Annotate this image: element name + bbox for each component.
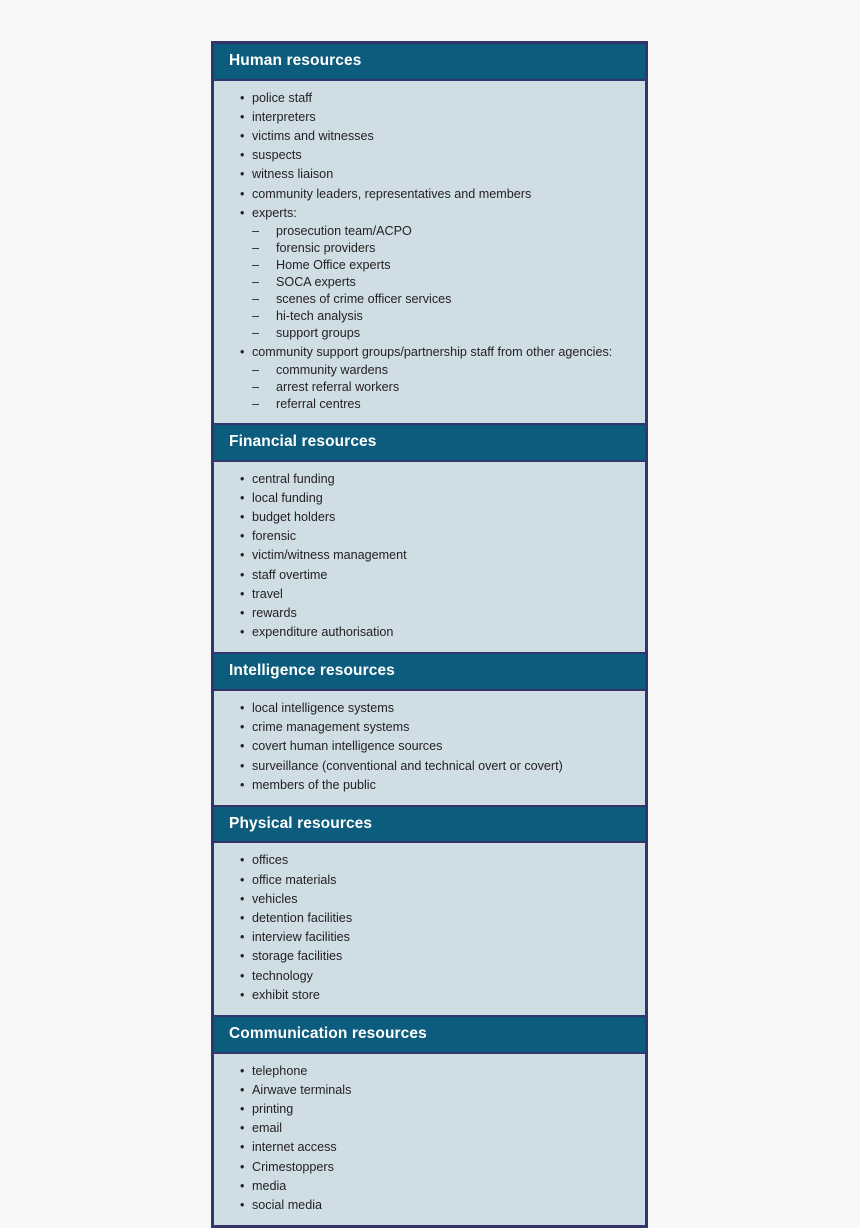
list-item [224, 546, 635, 565]
list-item [224, 470, 635, 489]
list-item [224, 1138, 635, 1157]
sublist-item [224, 274, 635, 291]
section-body [214, 843, 645, 1015]
list-item-label: interview facilities [252, 930, 350, 945]
list-item-label: covert human intelligence sources [252, 739, 443, 754]
list-item-label: internet access [252, 1140, 337, 1155]
list-item-label: victims and witnesses [252, 128, 374, 143]
list-item [224, 909, 635, 928]
list-item-label: experts: [252, 205, 297, 220]
list-item-label: interpreters [252, 109, 316, 124]
section-body [214, 81, 645, 424]
bullet-dot-icon: • [240, 968, 245, 983]
bullet-dot-icon: • [240, 758, 245, 773]
list-item-label: technology [252, 968, 313, 983]
section-header: Physical resources [214, 805, 645, 844]
resource-list [224, 1062, 635, 1216]
bullet-dot-icon: • [240, 720, 245, 735]
list-item [224, 1177, 635, 1196]
bullet-dot-icon: • [240, 186, 245, 201]
sublist-item-label: referral centres [276, 396, 361, 411]
bullet-dot-icon: • [240, 529, 245, 544]
bullet-dot-icon: • [240, 567, 245, 582]
sublist-item [224, 379, 635, 396]
list-item-label: storage facilities [252, 949, 343, 964]
bullet-dot-icon: • [240, 344, 245, 359]
list-item-label: community support groups/partnership staff from other agencies: [252, 344, 613, 359]
sublist-item-label: community wardens [276, 362, 388, 377]
bullet-dash-icon: – [252, 223, 260, 238]
list-item-label: central funding [252, 471, 335, 486]
bullet-dot-icon: • [240, 1159, 245, 1174]
list-item [224, 566, 635, 585]
bullet-dot-icon: • [240, 205, 245, 220]
bullet-dot-icon: • [240, 1082, 245, 1097]
bullet-dot-icon: • [240, 148, 245, 163]
list-item-label: detention facilities [252, 911, 353, 926]
sublist-item [224, 362, 635, 379]
bullet-dot-icon: • [240, 987, 245, 1002]
list-item-label: victim/witness management [252, 548, 407, 563]
bullet-dash-icon: – [252, 292, 260, 307]
sublist-item [224, 223, 635, 240]
list-item [224, 1158, 635, 1177]
list-item-label: social media [252, 1197, 322, 1212]
bullet-dot-icon: • [240, 490, 245, 505]
section-header: Intelligence resources [214, 652, 645, 691]
sublist-item [224, 308, 635, 325]
list-item [224, 871, 635, 890]
resource-list [224, 89, 635, 414]
sublist-item-label: arrest referral workers [276, 379, 400, 394]
bullet-dash-icon: – [252, 326, 260, 341]
list-item [224, 108, 635, 127]
list-item-label: witness liaison [252, 167, 334, 182]
list-item [224, 585, 635, 604]
bullet-dot-icon: • [240, 949, 245, 964]
bullet-dot-icon: • [240, 700, 245, 715]
bullet-dot-icon: • [240, 128, 245, 143]
list-item [224, 851, 635, 870]
list-item-label: forensic [252, 529, 297, 544]
section-header: Financial resources [214, 423, 645, 462]
resource-section [214, 423, 645, 652]
bullet-dot-icon: • [240, 167, 245, 182]
resource-section [214, 1015, 645, 1225]
list-item [224, 967, 635, 986]
list-item-label: email [252, 1121, 283, 1136]
bullet-dot-icon: • [240, 1140, 245, 1155]
list-item [224, 185, 635, 204]
resource-list [224, 470, 635, 643]
bullet-dot-icon: • [240, 471, 245, 486]
resources-diagram [211, 41, 648, 1228]
list-item [224, 947, 635, 966]
bullet-dot-icon: • [240, 891, 245, 906]
list-item-label: staff overtime [252, 567, 328, 582]
bullet-dash-icon: – [252, 362, 260, 377]
list-item-label: Crimestoppers [252, 1159, 334, 1174]
bullet-dot-icon: • [240, 739, 245, 754]
bullet-dot-icon: • [240, 1121, 245, 1136]
section-header: Communication resources [214, 1015, 645, 1054]
sublist-item [224, 240, 635, 257]
bullet-dot-icon: • [240, 625, 245, 640]
bullet-dot-icon: • [240, 1063, 245, 1078]
list-item [224, 204, 635, 223]
sublist-item-label: prosecution team/ACPO [276, 223, 412, 238]
resource-sublist [224, 362, 635, 413]
bullet-dot-icon: • [240, 777, 245, 792]
list-item [224, 986, 635, 1005]
list-item [224, 1100, 635, 1119]
resource-section [214, 652, 645, 805]
list-item-label: exhibit store [252, 987, 320, 1002]
list-item [224, 737, 635, 756]
sublist-item-label: forensic providers [276, 241, 376, 256]
list-item [224, 508, 635, 527]
list-item-label: surveillance (conventional and technical overt or covert) [252, 758, 563, 773]
bullet-dot-icon: • [240, 1178, 245, 1193]
sublist-item [224, 396, 635, 413]
section-body [214, 462, 645, 653]
sublist-item-label: scenes of crime officer services [276, 292, 452, 307]
sublist-item-label: support groups [276, 326, 361, 341]
list-item [224, 89, 635, 108]
section-body [214, 691, 645, 805]
list-item [224, 527, 635, 546]
resource-section [214, 805, 645, 1015]
sublist-item-label: Home Office experts [276, 258, 391, 273]
bullet-dot-icon: • [240, 109, 245, 124]
bullet-dot-icon: • [240, 509, 245, 524]
list-item-label: police staff [252, 90, 312, 105]
list-item-label: local funding [252, 490, 323, 505]
list-item-label: office materials [252, 872, 337, 887]
list-item [224, 928, 635, 947]
list-item-label: offices [252, 853, 289, 868]
resource-sublist [224, 223, 635, 343]
bullet-dot-icon: • [240, 548, 245, 563]
sublist-item [224, 291, 635, 308]
list-item-label: Airwave terminals [252, 1082, 352, 1097]
bullet-dash-icon: – [252, 241, 260, 256]
list-item [224, 890, 635, 909]
list-item [224, 127, 635, 146]
list-item-label: members of the public [252, 777, 376, 792]
bullet-dot-icon: • [240, 930, 245, 945]
list-item-label: expenditure authorisation [252, 625, 394, 640]
list-item [224, 776, 635, 795]
bullet-dash-icon: – [252, 275, 260, 290]
bullet-dash-icon: – [252, 258, 260, 273]
list-item [224, 1196, 635, 1215]
list-item [224, 757, 635, 776]
list-item [224, 718, 635, 737]
section-body [214, 1054, 645, 1226]
list-item-label: suspects [252, 148, 302, 163]
sublist-item-label: hi-tech analysis [276, 309, 363, 324]
list-item-label: budget holders [252, 509, 336, 524]
list-item [224, 489, 635, 508]
list-item [224, 146, 635, 165]
bullet-dash-icon: – [252, 379, 260, 394]
list-item-label: vehicles [252, 891, 298, 906]
bullet-dot-icon: • [240, 872, 245, 887]
list-item [224, 165, 635, 184]
list-item-label: media [252, 1178, 287, 1193]
list-item-label: telephone [252, 1063, 308, 1078]
list-item [224, 343, 635, 362]
sublist-item-label: SOCA experts [276, 275, 356, 290]
list-item-label: crime management systems [252, 720, 410, 735]
list-item [224, 1119, 635, 1138]
list-item-label: printing [252, 1101, 294, 1116]
list-item [224, 1062, 635, 1081]
list-item-label: rewards [252, 605, 297, 620]
list-item [224, 604, 635, 623]
sublist-item [224, 325, 635, 342]
resource-section [214, 44, 645, 423]
bullet-dash-icon: – [252, 309, 260, 324]
section-header: Human resources [214, 44, 645, 81]
list-item-label: travel [252, 586, 283, 601]
resource-list [224, 851, 635, 1005]
list-item [224, 623, 635, 642]
sublist-item [224, 257, 635, 274]
bullet-dot-icon: • [240, 853, 245, 868]
bullet-dash-icon: – [252, 396, 260, 411]
bullet-dot-icon: • [240, 586, 245, 601]
list-item [224, 1081, 635, 1100]
resource-list [224, 699, 635, 795]
list-item [224, 699, 635, 718]
bullet-dot-icon: • [240, 1197, 245, 1212]
bullet-dot-icon: • [240, 1101, 245, 1116]
bullet-dot-icon: • [240, 911, 245, 926]
bullet-dot-icon: • [240, 605, 245, 620]
bullet-dot-icon: • [240, 90, 245, 105]
list-item-label: local intelligence systems [252, 700, 395, 715]
list-item-label: community leaders, representatives and members [252, 186, 532, 201]
